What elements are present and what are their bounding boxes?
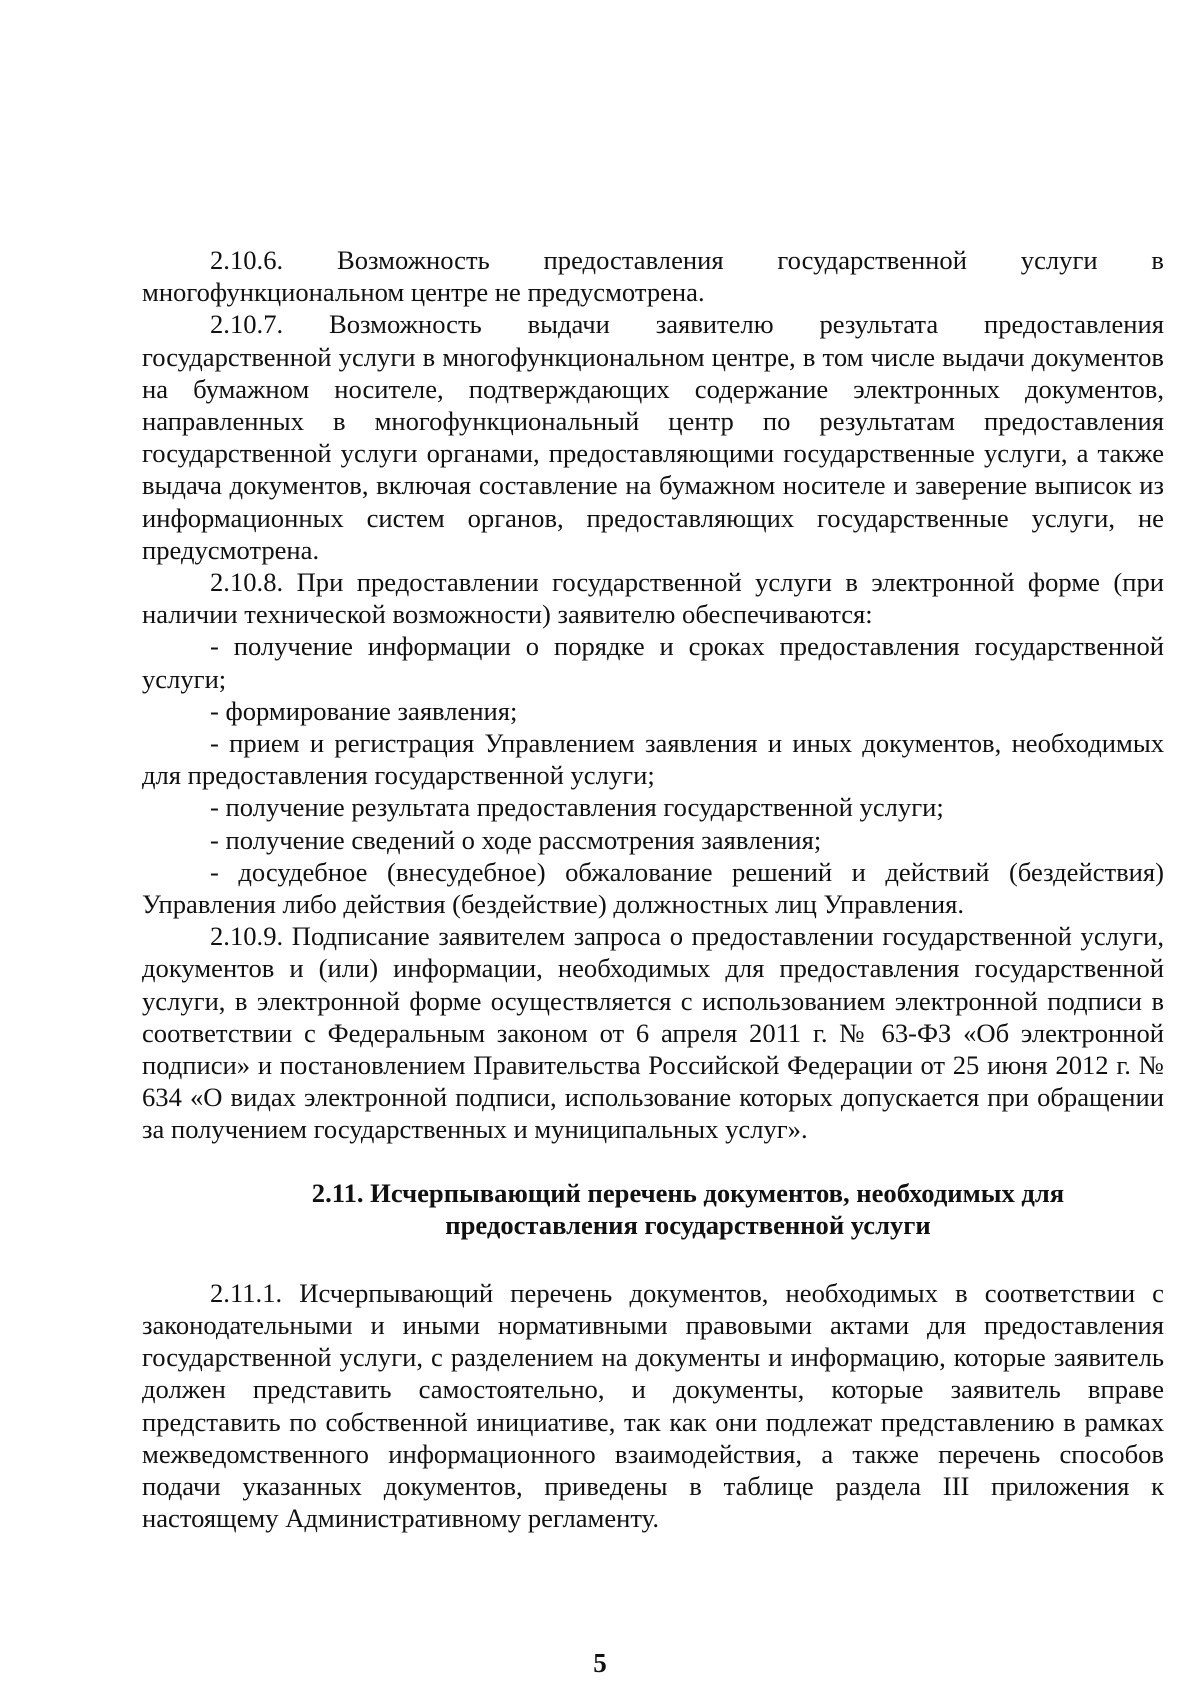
page-number: 5 — [593, 1648, 607, 1678]
list-item: - получение сведений о ходе рассмотрения заявления; — [210, 824, 822, 855]
section-heading — [142, 1177, 1164, 1241]
section-heading-line-2: предоставления государственной услуги — [445, 1209, 931, 1240]
paragraph-2-10-7: 2.10.7. Возможность выдачи заявителю результата предоставления государственной услуги в многофункциональном центре, в том числе выдачи документов на бумажном носителе, подтверждающих содержание электронных документов, направленных в многофункциональный центр по результатам предоставления государственной услуги органами, предоставляющими государственные услуги, а также выдача документов, включая составление на бумажном носителе и заверение выписок из информационных систем органов, предоставляющих государственные услуги, не предусмотрена. — [142, 309, 1164, 565]
paragraph-2-11-1: 2.11.1. Исчерпывающий перечень документов, необходимых в соответствии с законодательными и иными нормативными правовыми актами для предоставления государственной услуги, с разделением на документы и информацию, которые заявитель должен представить самостоятельно, и документы, которые заявитель вправе представить по собственной инициативе, так как они подлежат представлению в рамках межведомственного информационного взаимодействия, а также перечень способов подачи указанных документов, приведены в таблице раздела III приложения к настоящему Административному регламенту. — [142, 1277, 1164, 1534]
section-heading-line-1: 2.11. Исчерпывающий перечень документов, необходимых для — [311, 1177, 1065, 1208]
list-item: - прием и регистрация Управлением заявления и иных документов, необходимых для предоставления государственной услуги; — [142, 728, 1164, 791]
list-item: - досудебное (внесудебное) обжалование решений и действий (бездействия) Управления либо действия (бездействие) должностных лиц Управления. — [142, 856, 1164, 920]
paragraph-2-10-6: 2.10.6. Возможность предоставления государственной услуги в многофункциональном центре не предусмотрена. — [142, 245, 1164, 308]
paragraph-2-10-8: 2.10.8. При предоставлении государственной услуги в электронной форме (при наличии технической возможности) заявителю обеспечиваются: — [142, 567, 1164, 630]
document-page — [142, 244, 1164, 1534]
list-item: - получение результата предоставления государственной услуги; — [210, 792, 944, 823]
list-item: - формирование заявления; — [210, 695, 518, 726]
paragraph-2-10-9: 2.10.9. Подписание заявителем запроса о предоставлении государственной услуги, документов и (или) информации, необходимых для предоставления государственной услуги, в электронной форме осуществляется с использованием электронной подписи в соответствии с Федеральным законом от 6 апреля 2011 г. № 63-ФЗ «Об электронной подписи» и постановлением Правительства Российской Федерации от 25 июня 2012 г. № 634 «О видах электронной подписи, использование которых допускается при обращении за получением государственных и муниципальных услуг». — [142, 921, 1164, 1145]
list-item: - получение информации о порядке и сроках предоставления государственной услуги; — [142, 631, 1164, 694]
